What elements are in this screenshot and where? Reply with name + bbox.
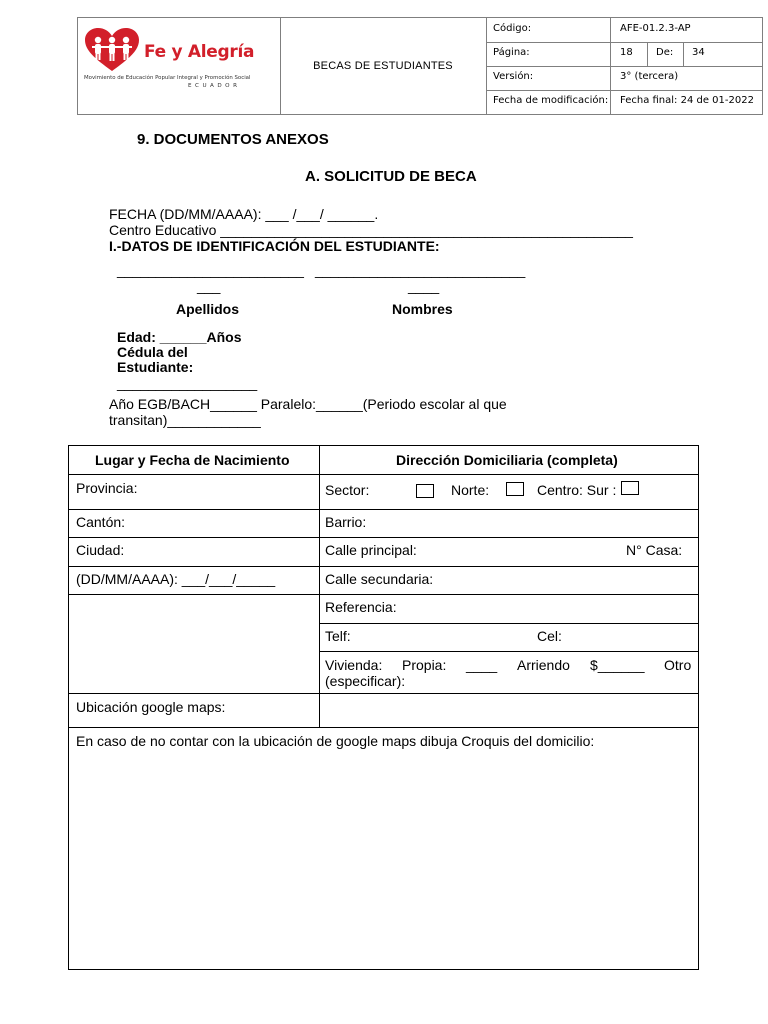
- propia-line[interactable]: ____: [466, 657, 498, 673]
- table-row-line: [69, 509, 698, 510]
- barrio-field[interactable]: Barrio:: [325, 514, 367, 530]
- edad-field[interactable]: Edad: ______Años: [117, 329, 242, 345]
- canton-field[interactable]: Cantón:: [76, 514, 126, 530]
- version-value: 3° (tercera): [620, 71, 679, 82]
- table-row-line: [69, 474, 698, 475]
- telefono-field[interactable]: Telf:: [325, 628, 351, 644]
- centro-sur-label: Centro: Sur :: [537, 482, 617, 498]
- logo-tagline: Movimiento de Educación Popular Integral y Promoción Social: [84, 75, 251, 81]
- nombres-line-cont[interactable]: ____: [408, 278, 440, 294]
- document-title: BECAS DE ESTUDIANTES: [280, 18, 487, 114]
- fecha-mod-value: Fecha final: 24 de 01-2022: [620, 95, 754, 106]
- centro-educativo-field[interactable]: Centro Educativo _____________________________________________________: [109, 222, 633, 238]
- cedula-label-1: Cédula del: [117, 344, 188, 360]
- pagina-value: 18: [612, 42, 648, 66]
- col-header-nacimiento: Lugar y Fecha de Nacimiento: [95, 452, 290, 468]
- propia-label: Propia:: [402, 657, 447, 673]
- arriendo-line[interactable]: $______: [590, 657, 645, 673]
- numero-casa-field[interactable]: N° Casa:: [626, 542, 683, 558]
- table-row-line: [319, 623, 698, 624]
- logo-cell: [78, 18, 281, 114]
- table-row-line: [69, 566, 698, 567]
- croquis-drawing-area[interactable]: [70, 751, 697, 966]
- de-value: 34: [692, 47, 705, 58]
- cedula-label-2: Estudiante:: [117, 359, 194, 375]
- codigo-value: AFE-01.2.3-AP: [620, 23, 691, 34]
- col-header-direccion: Dirección Domiciliaria (completa): [396, 452, 618, 468]
- centro-sur-checkbox[interactable]: [621, 481, 639, 495]
- referencia-field[interactable]: Referencia:: [325, 599, 397, 615]
- apellidos-label: Apellidos: [176, 301, 240, 317]
- section-subheading: A. SOLICITUD DE BECA: [305, 168, 477, 185]
- table-row-line: [319, 651, 698, 652]
- anio-paralelo-field[interactable]: Año EGB/BACH______ Paralelo:______(Periodo escolar al que: [109, 396, 507, 412]
- calle-principal-field[interactable]: Calle principal:: [325, 542, 417, 558]
- arriendo-label: Arriendo: [517, 657, 570, 673]
- meta-row-version: [487, 66, 763, 91]
- fecha-mod-label: Fecha de modificación:: [487, 90, 611, 114]
- logo-brand: Fe y Alegría: [144, 42, 255, 62]
- apellidos-line[interactable]: ________________________: [117, 262, 304, 278]
- provincia-field[interactable]: Provincia:: [76, 480, 138, 496]
- meta-row-pagina: [487, 42, 763, 67]
- nombres-line[interactable]: ___________________________: [315, 262, 526, 278]
- heart-children-icon: [84, 28, 140, 72]
- ciudad-field[interactable]: Ciudad:: [76, 542, 125, 558]
- table-row-line: [69, 727, 698, 728]
- logo-country: ECUADOR: [188, 83, 241, 89]
- table-col-divider: [319, 446, 320, 728]
- norte-label: Norte:: [451, 482, 490, 498]
- meta-row-codigo: [487, 18, 763, 43]
- norte-checkbox[interactable]: [506, 482, 524, 496]
- croquis-label: En caso de no contar con la ubicación de google maps dibuja Croquis del domicilio:: [76, 733, 595, 749]
- vivienda-label: Vivienda:: [325, 657, 383, 673]
- apellidos-line-cont[interactable]: ___: [197, 278, 221, 294]
- datos-table: [68, 445, 699, 970]
- section-heading: 9. DOCUMENTOS ANEXOS: [137, 131, 329, 148]
- sector-checkbox[interactable]: [416, 484, 434, 498]
- codigo-label: Código:: [487, 18, 611, 42]
- otro-label: Otro: [664, 657, 692, 673]
- fecha-field[interactable]: FECHA (DD/MM/AAAA): ___ /___/ ______.: [109, 206, 379, 222]
- table-row-line: [69, 594, 698, 595]
- document-meta: [487, 18, 763, 114]
- celular-field[interactable]: Cel:: [537, 628, 562, 644]
- fecha-nacimiento-field[interactable]: (DD/MM/AAAA): ___/___/_____: [76, 571, 276, 587]
- meta-row-fecha: [487, 90, 763, 114]
- especificar-field[interactable]: (especificar):: [325, 673, 406, 689]
- version-label: Versión:: [487, 66, 611, 90]
- anio-paralelo-field-cont[interactable]: transitan)____________: [109, 412, 261, 428]
- sector-label: Sector:: [325, 482, 370, 498]
- fe-y-alegria-logo: [84, 28, 274, 104]
- ubicacion-google-maps-field[interactable]: Ubicación google maps:: [76, 699, 226, 715]
- table-row-line: [69, 693, 698, 694]
- calle-secundaria-field[interactable]: Calle secundaria:: [325, 571, 434, 587]
- table-row-line: [69, 537, 698, 538]
- pagina-label: Página:: [487, 42, 611, 66]
- cedula-line[interactable]: __________________: [117, 375, 258, 391]
- nombres-label: Nombres: [392, 301, 453, 317]
- de-label: De:: [648, 42, 684, 66]
- document-header: [77, 17, 763, 115]
- datos-identificacion-heading: I.-DATOS DE IDENTIFICACIÓN DEL ESTUDIANTE:: [109, 238, 440, 254]
